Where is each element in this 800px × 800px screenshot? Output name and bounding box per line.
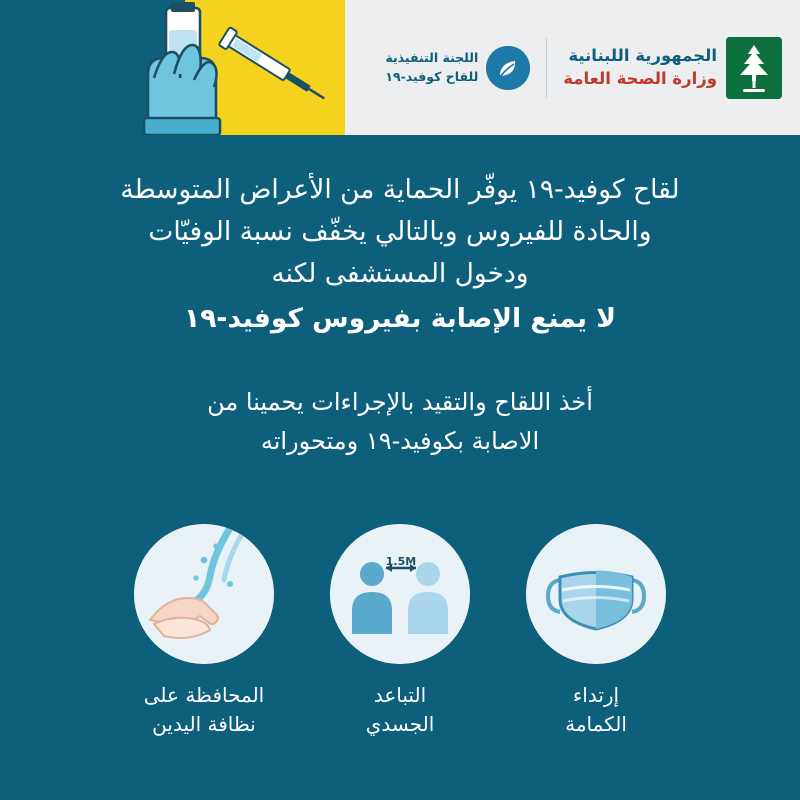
header-logos — [345, 0, 800, 135]
leaf-badge-icon — [486, 46, 530, 90]
precaution-icons-row — [0, 524, 800, 739]
ministry-name — [563, 45, 717, 90]
ministry-name-line2: وزارة الصحة العامة — [563, 68, 717, 88]
precaution-item-distancing — [325, 524, 475, 739]
precaution-caption-distancing-line2: الجسدي — [365, 712, 435, 736]
precaution-caption-mask-line2: الكمامة — [565, 712, 627, 736]
committee-name-line1: اللجنة التنفيذية — [385, 50, 479, 66]
precaution-caption-handwashing — [144, 681, 265, 739]
gloved-hand-vaccine-vial-syringe-icon — [130, 0, 340, 135]
paragraph-2-line-2: الاصابة بكوفيد-١٩ ومتحوراته — [260, 426, 540, 455]
precaution-caption-handwashing-line2: نظافة اليدين — [152, 712, 256, 736]
committee-name — [385, 49, 478, 85]
precaution-caption-distancing — [366, 681, 435, 739]
committee-name-line2: للقاح كوفيد-١٩ — [385, 68, 479, 84]
ministry-name-line1: الجمهورية اللبنانية — [568, 46, 717, 66]
paragraph-vaccine-protection — [0, 169, 800, 339]
face-mask-icon — [526, 524, 666, 664]
precaution-caption-handwashing-line1: المحافظة على — [143, 683, 265, 707]
paragraph-1-line-1: لقاح كوفيد-١٩ يوفّر الحماية من الأعراض المتوسطة — [120, 174, 680, 205]
paragraph-2-line-1: أخذ اللقاح والتقيد بالإجراءات يحمينا من — [207, 388, 593, 417]
precaution-caption-distancing-line1: التباعد — [373, 683, 427, 707]
cedar-tree-icon — [726, 37, 782, 99]
main-content — [0, 135, 800, 460]
physical-distancing-icon — [330, 524, 470, 664]
paragraph-1-line-4-bold: لا يمنع الإصابة بفيروس كوفيد-١٩ — [184, 302, 616, 334]
precaution-item-handwashing — [129, 524, 279, 739]
paragraph-1-line-2: والحادة للفيروس وبالتالي يخفّف نسبة الوفيّات — [148, 215, 652, 247]
committee-logo — [385, 46, 530, 90]
logo-divider — [546, 38, 547, 98]
paragraph-1-line-3: ودخول المستشفى لكنه — [271, 257, 529, 289]
header-banner — [0, 0, 800, 135]
precaution-caption-mask — [565, 681, 627, 739]
hand-washing-icon — [134, 524, 274, 664]
precaution-caption-mask-line1: إرتداء — [572, 683, 620, 707]
distance-label: 1.5M — [385, 555, 417, 568]
ministry-of-health-logo — [563, 37, 782, 99]
paragraph-precautions — [0, 383, 800, 460]
precaution-item-mask — [521, 524, 671, 739]
